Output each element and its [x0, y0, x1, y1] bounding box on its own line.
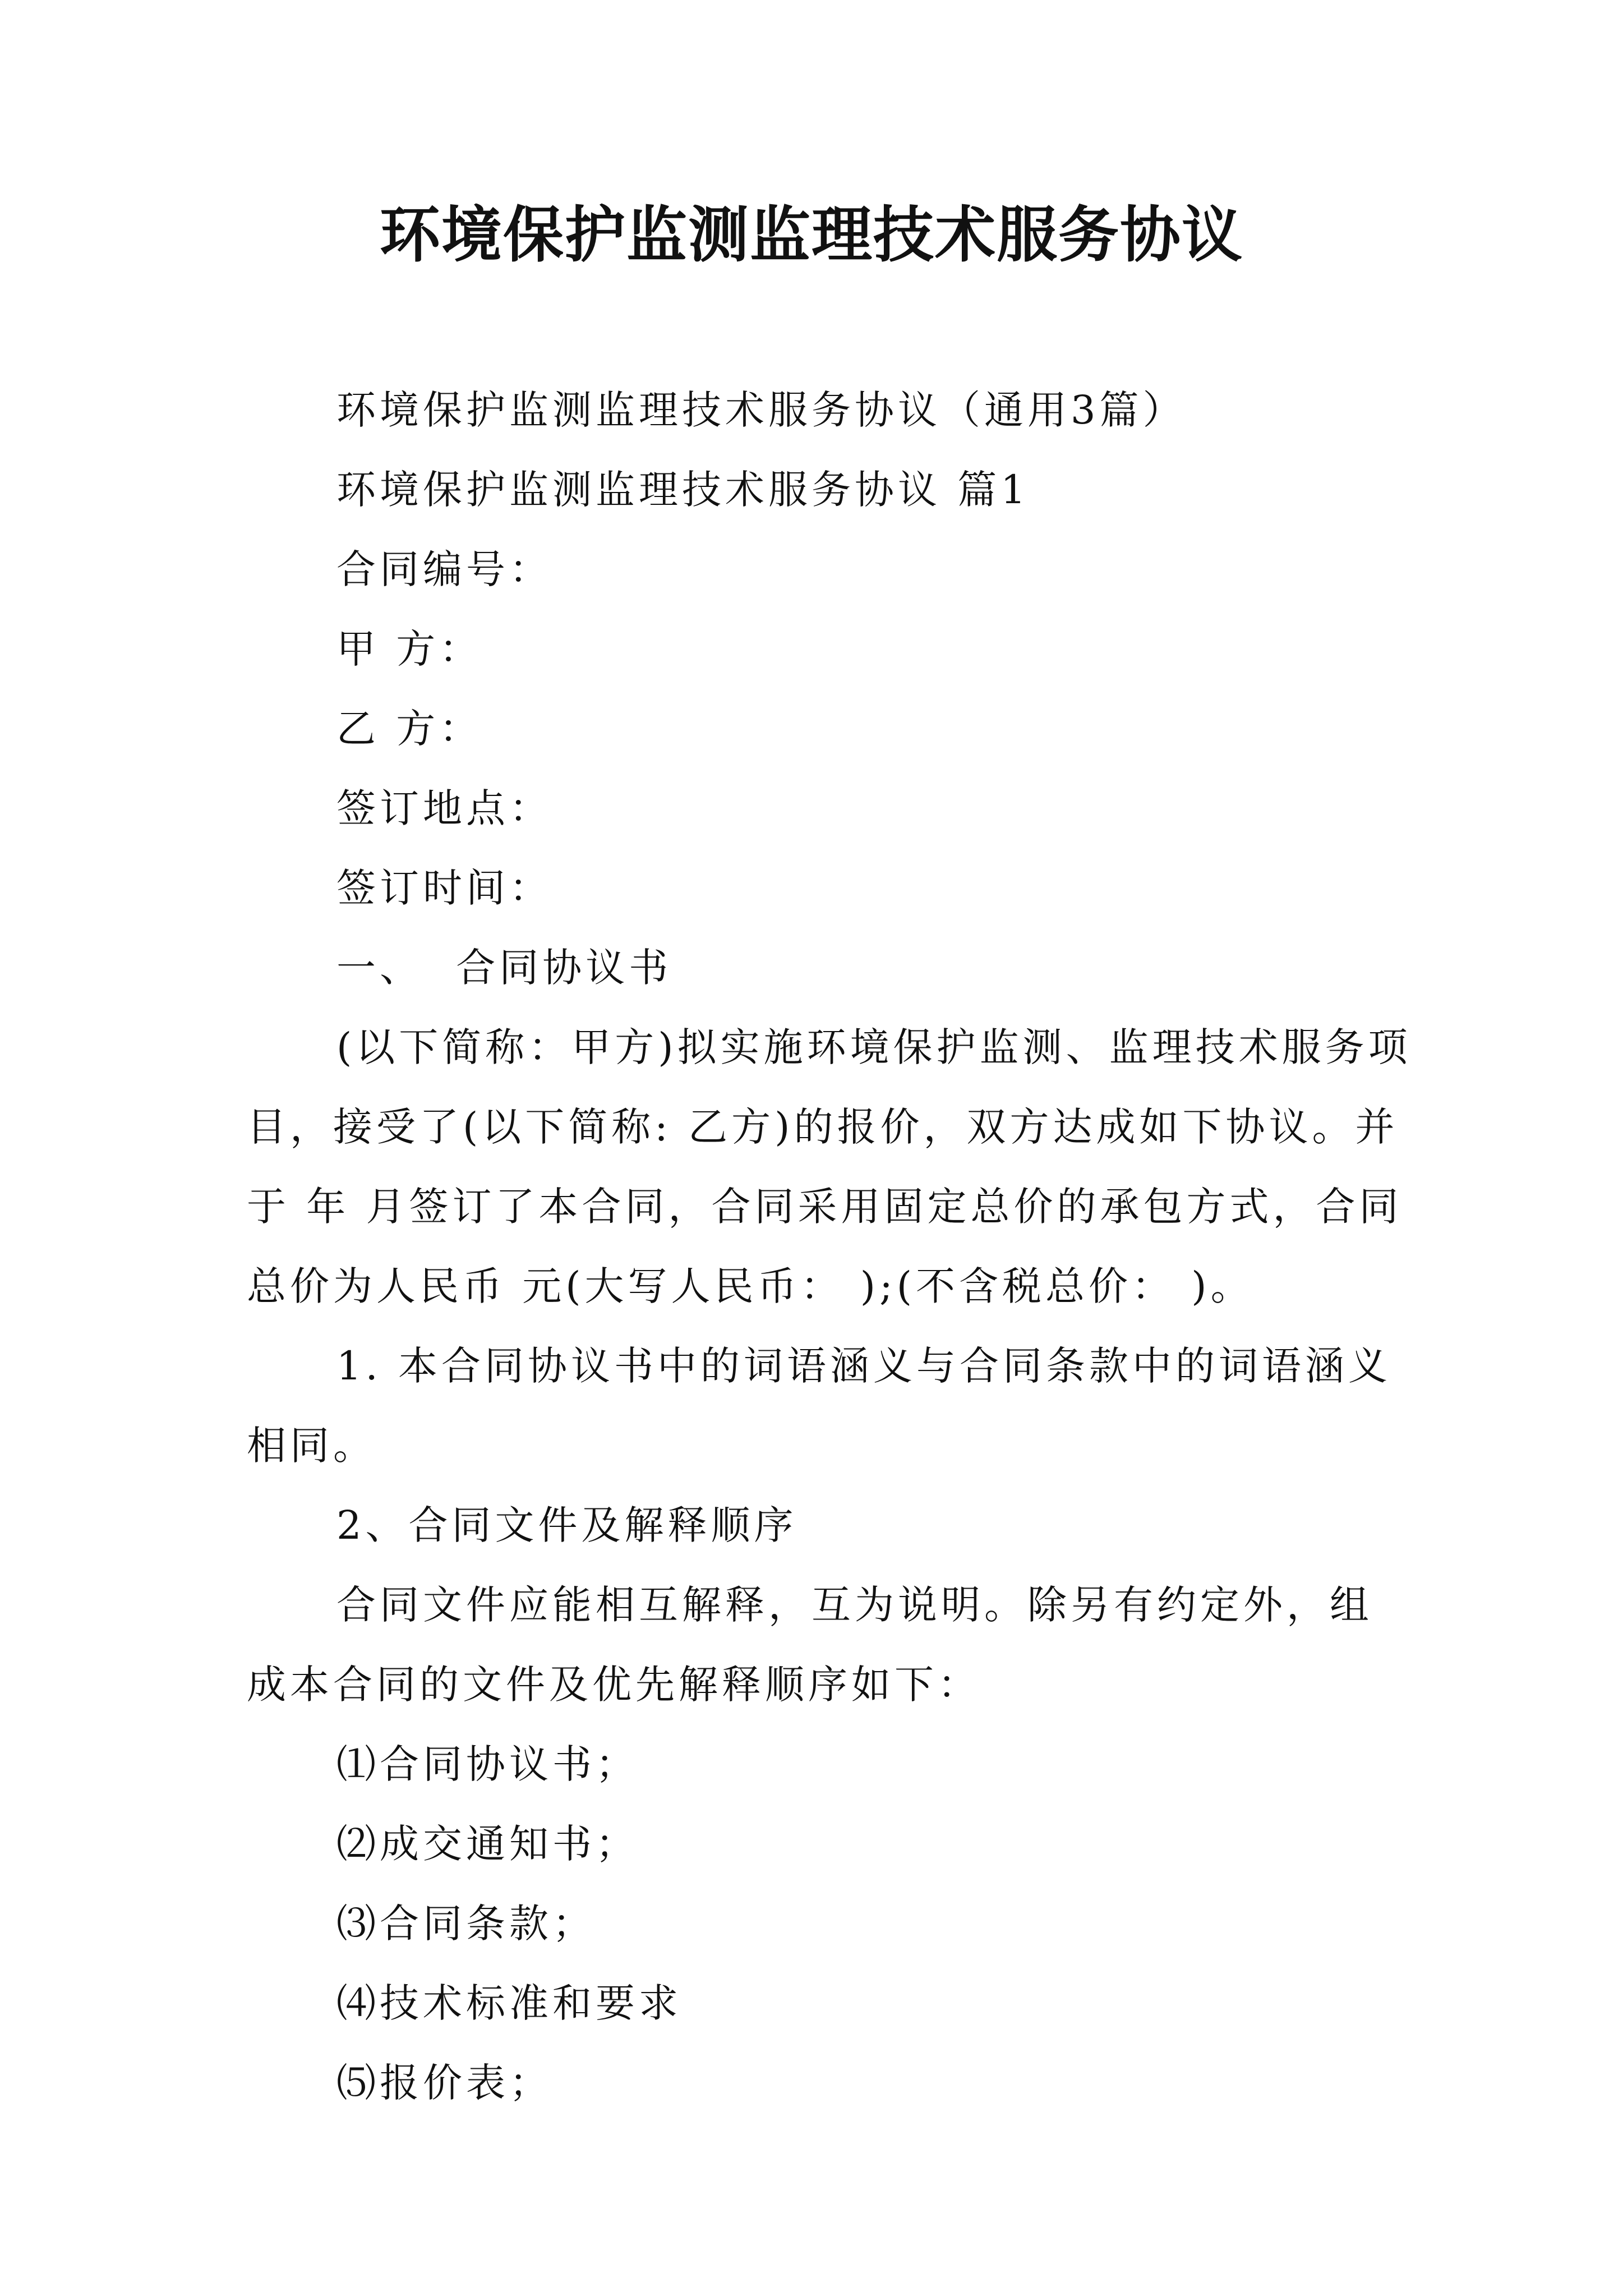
field-party-a: 甲 方：	[336, 626, 483, 672]
field-signing-place: 签订地点：	[336, 785, 552, 831]
list-item: ⑸报价表；	[336, 2060, 552, 2106]
section-heading: 环境保护监测监理技术服务协议 篇1	[336, 467, 1030, 513]
part-heading: 一、 合同协议书	[336, 945, 672, 991]
field-contract-number: 合同编号：	[336, 546, 552, 592]
field-party-b: 乙 方：	[336, 706, 483, 752]
clause-2-heading: 2、合同文件及解释顺序	[336, 1502, 797, 1548]
clause-1: 1. 本合同协议书中的词语涵义与合同条款中的词语涵义相同。	[247, 1343, 1392, 1469]
list-item: ⑴合同协议书；	[336, 1741, 639, 1787]
document-title: 环境保护监测监理技术服务协议	[379, 200, 1243, 270]
document-body	[247, 370, 1413, 2123]
document-subtitle: 环境保护监测监理技术服务协议（通用3篇）	[336, 387, 1186, 433]
list-item: ⑷技术标准和要求	[336, 1980, 682, 2026]
field-signing-time: 签订时间：	[336, 865, 552, 911]
list-item: ⑶合同条款；	[336, 1901, 596, 1947]
paragraph-agreement: (以下简称：甲方)拟实施环境保护监测、监理技术服务项目，接受了(以下简称: 乙方)的报价，双方达成如下协议。并于 年 月签订了本合同，合同采用固定总价的承包方式，合同总价为人民币 元(大写人民币： );(不含税总价： )。	[247, 1024, 1412, 1309]
paragraph-documents: 合同文件应能相互解释，互为说明。除另有约定外，组成本合同的文件及优先解释顺序如下：	[247, 1582, 1373, 1708]
list-item: ⑵成交通知书；	[336, 1821, 639, 1867]
